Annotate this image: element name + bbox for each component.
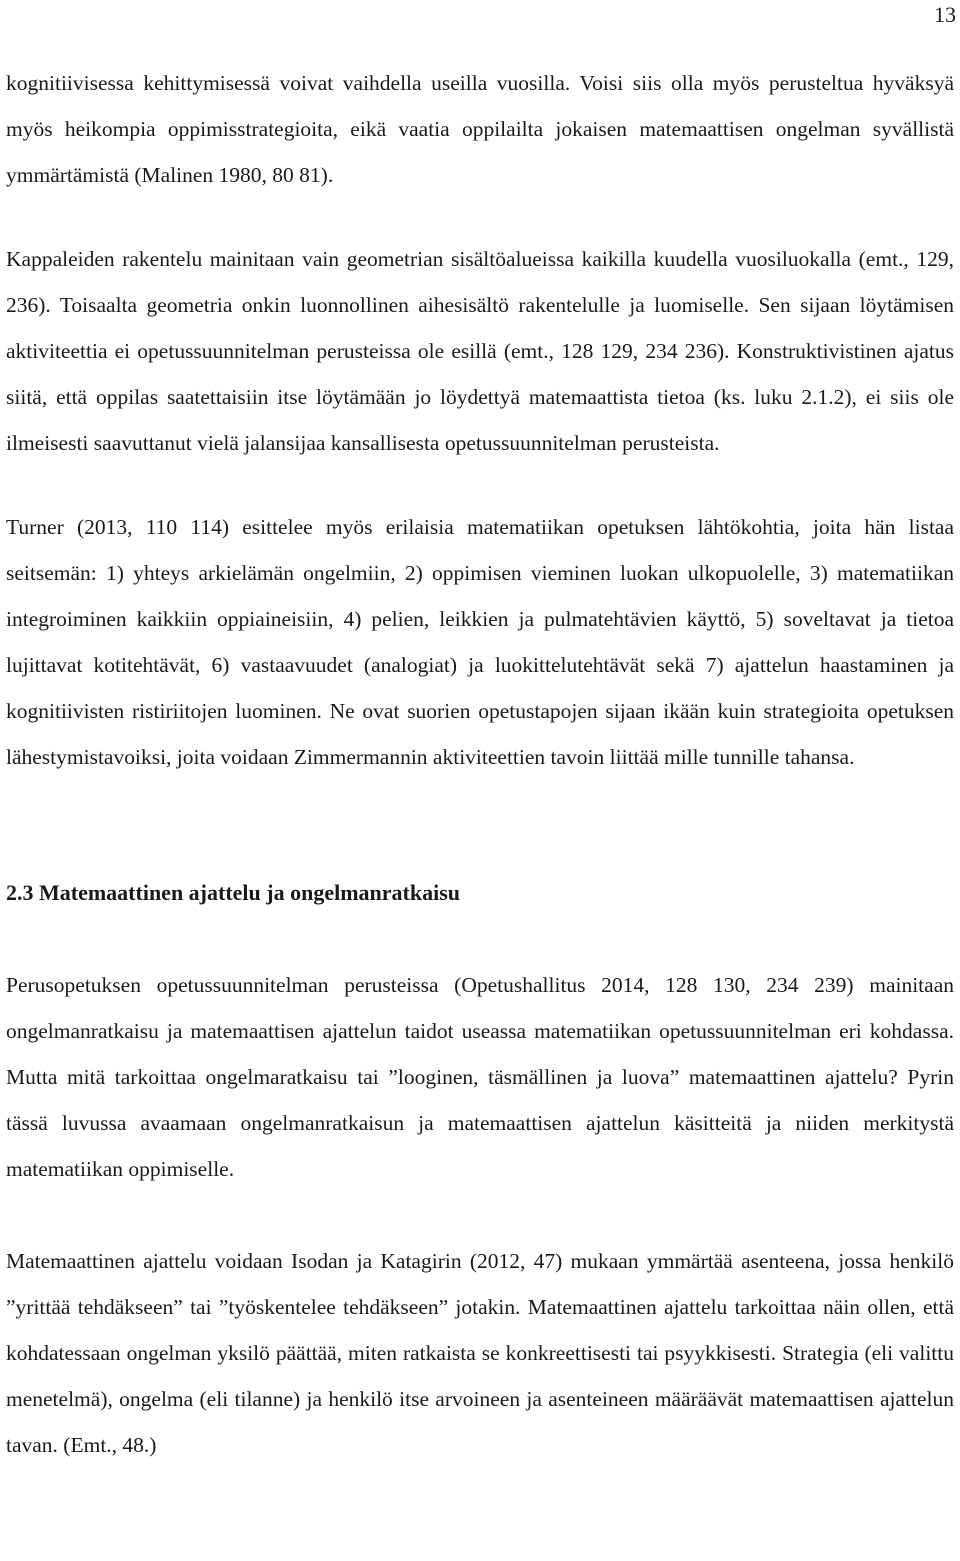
paragraph-matemaattinen-ajattelu: Matemaattinen ajattelu voidaan Isodan ja Katagirin (2012, 47) mukaan ymmärtää asenteena, jossa henkilö ”yrittää tehdäkseen” tai ”työskentelee tehdäkseen” jotakin. Matemaattinen ajattelu tarkoittaa näin ollen, että kohdatessaan ongelman yksilö päättää, miten ratkaista se konkreettisesti tai psyykkisesti. Strategia (eli valittu menetelmä), ongelma (eli tilanne) ja henkilö itse arvoineen ja asenteineen määräävät matemaattisen ajattelun tavan. (Emt., 48.): [6, 1249, 954, 1457]
paragraph-continuation: kognitiivisessa kehittymisessä voivat vaihdella useilla vuosilla. Voisi siis olla myös perusteltua hyväksyä myös heikompia oppimisstrategioita, eikä vaatia oppilailta jokaisen matemaattisen ongelman syvällistä ymmärtämistä (Malinen 1980, 80 81).: [6, 71, 954, 187]
document-body: [6, 60, 954, 1468]
paragraph-turner: Turner (2013, 110 114) esittelee myös erilaisia matematiikan opetuksen lähtökohtia, joita hän listaa seitsemän: 1) yhteys arkielämän ongelmiin, 2) oppimisen vieminen luokan ulkopuolelle, 3) matematiikan integroiminen kaikkiin oppiaineisiin, 4) pelien, leikkien ja pulmatehtävien käyttö, 5) soveltavat ja tietoa lujittavat kotitehtävät, 6) vastaavuudet (analogiat) ja luokittelutehtävät sekä 7) ajattelun haastaminen ja kognitiivisten ristiriitojen luominen. Ne ovat suorien opetustapojen sijaan ikään kuin strategioita opetuksen lähestymistavoiksi, joita voidaan Zimmermannin aktiviteettien tavoin liittää mille tunnille tahansa.: [6, 515, 954, 769]
section-heading: 2.3 Matemaattinen ajattelu ja ongelmanratkaisu: [6, 880, 461, 905]
page-number: 13: [934, 2, 956, 27]
paragraph-perusopetuksen: Perusopetuksen opetussuunnitelman perusteissa (Opetushallitus 2014, 128 130, 234 239) mainitaan ongelmanratkaisu ja matemaattisen ajattelun taidot useassa matematiikan opetussuunnitelman eri kohdassa. Mutta mitä tarkoittaa ongelmaratkaisu tai ”looginen, täsmällinen ja luova” matemaattinen ajattelu? Pyrin tässä luvussa avaamaan ongelmanratkaisun ja matemaattisen ajattelun käsitteitä ja niiden merkitystä matematiikan oppimiselle.: [6, 973, 954, 1181]
paragraph-kappaleiden-rakentelu: Kappaleiden rakentelu mainitaan vain geometrian sisältöalueissa kaikilla kuudella vuosiluokalla (emt., 129, 236). Toisaalta geometria onkin luonnollinen aihesisältö rakentelulle ja luomiselle. Sen sijaan löytämisen aktiviteettia ei opetussuunnitelman perusteissa ole esillä (emt., 128 129, 234 236). Konstruktivistinen ajatus siitä, että oppilas saatettaisiin itse löytämään jo löydettyä matemaattista tietoa (ks. luku 2.1.2), ei siis ole ilmeisesti saavuttanut vielä jalansijaa kansallisesta opetussuunnitelman perusteista.: [6, 247, 954, 455]
